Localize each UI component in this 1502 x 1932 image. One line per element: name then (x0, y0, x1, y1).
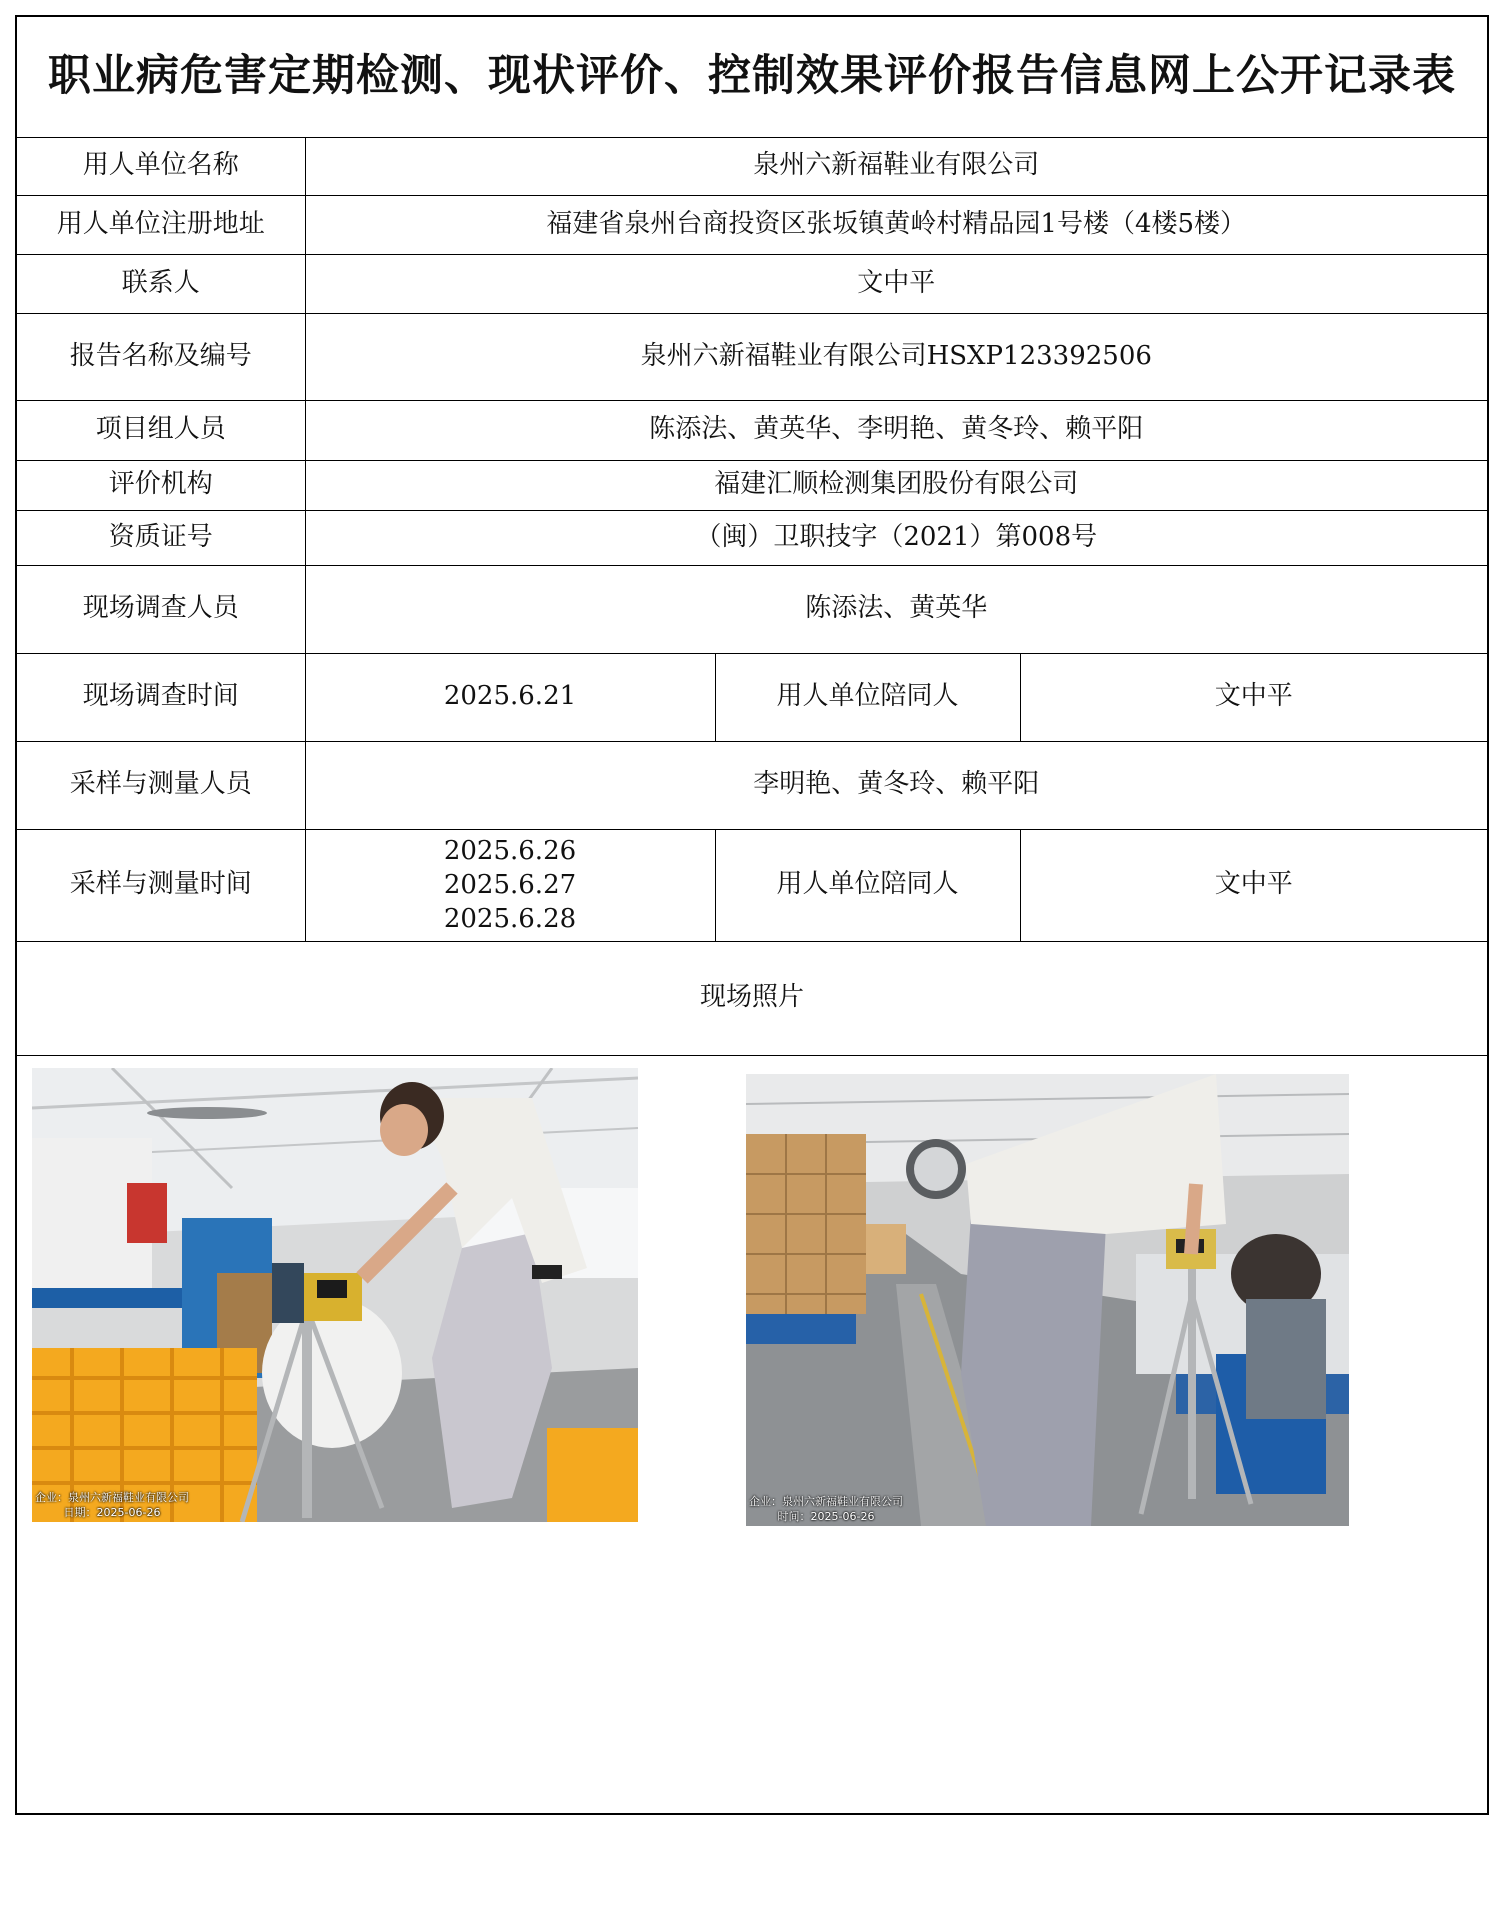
record-sheet (15, 15, 1489, 1815)
agency-value: 福建汇顺检测集团股份有限公司 (305, 460, 1487, 510)
report-label: 报告名称及编号 (17, 313, 305, 400)
survey-companion-label: 用人单位陪同人 (715, 653, 1020, 741)
sampling-date: 2025.6.28 (443, 904, 577, 934)
page-title: 职业病危害定期检测、现状评价、控制效果评价报告信息网上公开记录表 (17, 17, 1487, 137)
photos-cell (17, 1055, 1487, 1932)
watermark-date: 日期：2025-06-26 (63, 1505, 161, 1519)
site-photo-2-watermark (749, 1494, 903, 1524)
qualification-label: 资质证号 (17, 510, 305, 565)
watermark-company: 企业：泉州六新福鞋业有限公司 (35, 1490, 189, 1504)
site-photo-2-image (746, 1074, 1349, 1526)
record-table (17, 17, 1487, 1932)
photos-area (17, 1056, 1487, 1932)
qualification-value: （闽）卫职技字（2021）第008号 (305, 510, 1487, 565)
site-photo-1 (32, 1068, 638, 1522)
employer-address-label: 用人单位注册地址 (17, 195, 305, 254)
employer-address-value: 福建省泉州台商投资区张坂镇黄岭村精品园1号楼（4楼5楼） (305, 195, 1487, 254)
sampling-date: 2025.6.27 (443, 870, 577, 900)
employer-name-label: 用人单位名称 (17, 137, 305, 195)
team-value: 陈添法、黄英华、李明艳、黄冬玲、赖平阳 (305, 400, 1487, 460)
site-photo-2 (746, 1074, 1349, 1526)
contact-label: 联系人 (17, 254, 305, 313)
sampling-time-dates (305, 829, 715, 941)
employer-name-value: 泉州六新福鞋业有限公司 (305, 137, 1487, 195)
survey-staff-value: 陈添法、黄英华 (305, 565, 1487, 653)
sampling-companion-value: 文中平 (1020, 829, 1487, 941)
photos-header: 现场照片 (17, 941, 1487, 1055)
watermark-company: 企业：泉州六新福鞋业有限公司 (749, 1494, 903, 1508)
team-label: 项目组人员 (17, 400, 305, 460)
report-value: 泉州六新福鞋业有限公司HSXP123392506 (305, 313, 1487, 400)
sampling-time-label: 采样与测量时间 (17, 829, 305, 941)
survey-time-label: 现场调查时间 (17, 653, 305, 741)
sampling-date: 2025.6.26 (443, 836, 577, 866)
sampling-companion-label: 用人单位陪同人 (715, 829, 1020, 941)
survey-time-value: 2025.6.21 (305, 653, 715, 741)
survey-staff-label: 现场调查人员 (17, 565, 305, 653)
site-photo-1-image (32, 1068, 638, 1522)
survey-companion-value: 文中平 (1020, 653, 1487, 741)
sampling-staff-label: 采样与测量人员 (17, 741, 305, 829)
site-photo-1-watermark (35, 1490, 189, 1520)
watermark-date: 时间：2025-06-26 (777, 1509, 875, 1523)
sampling-staff-value: 李明艳、黄冬玲、赖平阳 (305, 741, 1487, 829)
contact-value: 文中平 (305, 254, 1487, 313)
agency-label: 评价机构 (17, 460, 305, 510)
